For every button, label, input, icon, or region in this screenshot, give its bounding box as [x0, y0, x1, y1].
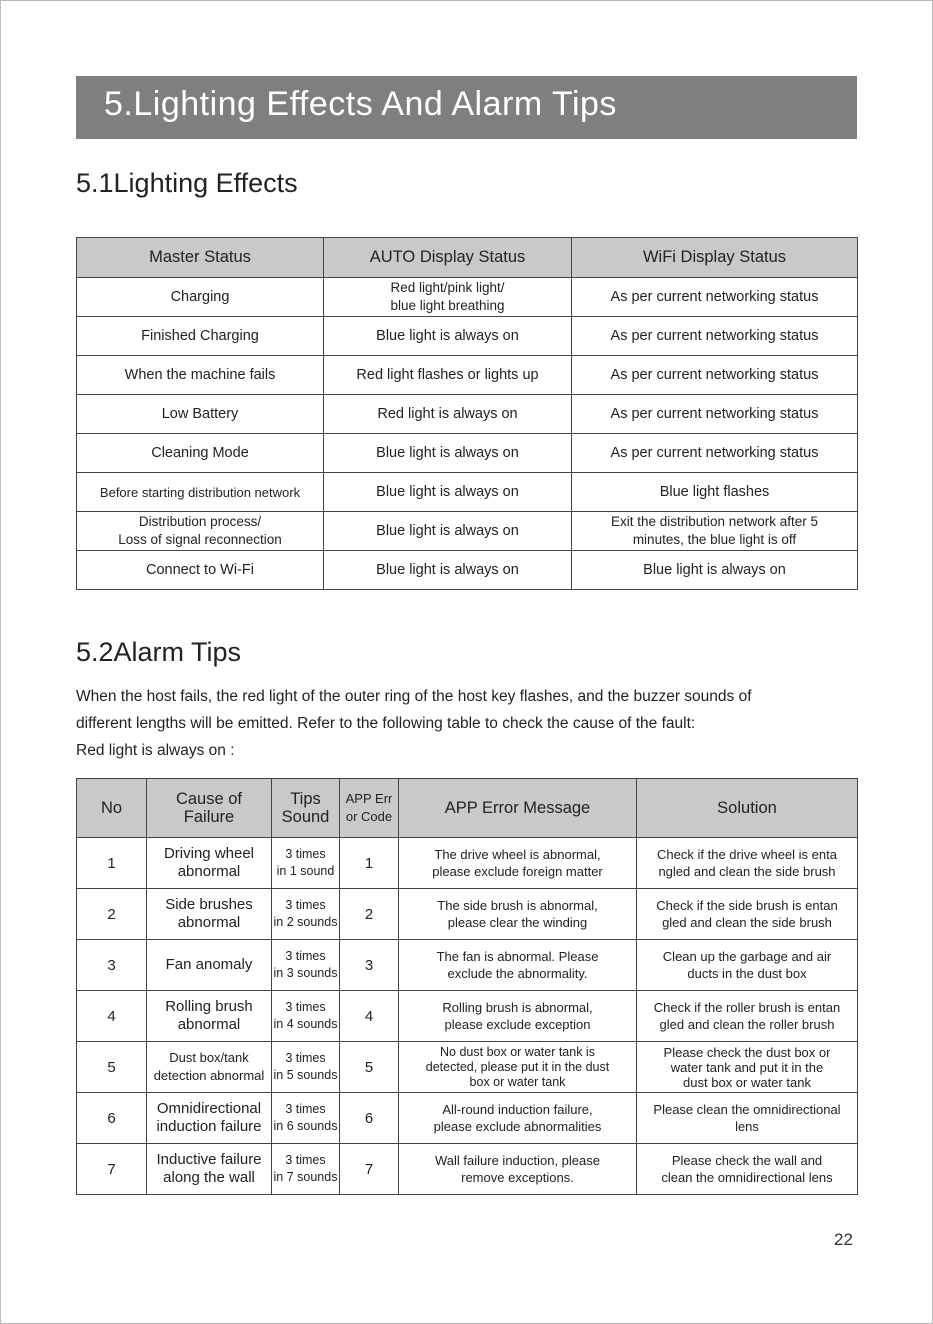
row-number: 2	[77, 889, 147, 940]
wifi-status-cell: Blue light is always on	[572, 551, 858, 590]
cause-cell: Fan anomaly	[147, 940, 272, 991]
auto-status-cell: Blue light is always on	[324, 473, 572, 512]
error-message-cell	[399, 991, 637, 1042]
wifi-status-cell: As per current networking status	[572, 395, 858, 434]
error-code-cell: 7	[340, 1144, 399, 1195]
cell-line: please exclude exception	[444, 1017, 591, 1032]
lighting-effects-table	[76, 237, 858, 590]
cell-line: blue light breathing	[390, 298, 505, 313]
solution-cell	[637, 889, 858, 940]
cell-line: exclude the abnormality.	[447, 966, 588, 981]
wifi-status-cell	[572, 512, 858, 551]
error-code-cell: 4	[340, 991, 399, 1042]
master-status-cell: Cleaning Mode	[77, 434, 324, 473]
table-row	[77, 278, 858, 317]
row-number: 4	[77, 991, 147, 1042]
cell-line: Inductive failure	[156, 1151, 262, 1168]
cause-cell	[147, 1093, 272, 1144]
tips-cell	[272, 1042, 340, 1093]
cell-line: in 2 sounds	[273, 915, 338, 929]
cause-cell	[147, 889, 272, 940]
cell-line: Rolling brush	[165, 998, 253, 1015]
auto-status-cell: Blue light is always on	[324, 317, 572, 356]
cell-line: Failure	[183, 808, 235, 826]
chapter-title: 5.Lighting Effects And Alarm Tips	[104, 85, 617, 123]
cell-line: No dust box or water tank is	[440, 1044, 595, 1059]
cell-line: 3 times	[285, 949, 326, 963]
table-row	[77, 512, 858, 551]
cell-line: remove exceptions.	[461, 1170, 574, 1185]
cell-line: please exclude foreign matter	[432, 864, 603, 879]
cell-line: abnormal	[177, 914, 241, 931]
header-cause	[147, 779, 272, 838]
header-no: No	[77, 779, 147, 838]
table-row	[77, 395, 858, 434]
cell-line: 3 times	[285, 847, 326, 861]
cell-line: in 4 sounds	[273, 1017, 338, 1031]
cell-line: box or water tank	[469, 1074, 566, 1089]
master-status-cell: When the machine fails	[77, 356, 324, 395]
table-row	[77, 1042, 858, 1093]
alarm-tips-table	[76, 778, 858, 1195]
cell-line: ngled and clean the side brush	[658, 864, 836, 879]
cell-line: Red light/pink light/	[390, 280, 505, 295]
cell-line: abnormal	[177, 863, 241, 880]
cell-line: 3 times	[285, 898, 326, 912]
master-status-cell: Before starting distribution network	[77, 473, 324, 512]
cell-line: Driving wheel	[163, 845, 255, 862]
cell-line: Check if the roller brush is entan	[653, 1000, 841, 1015]
cell-line: abnormal	[177, 1016, 241, 1033]
auto-status-cell: Blue light is always on	[324, 434, 572, 473]
error-message-cell	[399, 1042, 637, 1093]
master-status-cell: Low Battery	[77, 395, 324, 434]
auto-status-cell: Blue light is always on	[324, 551, 572, 590]
lighting-section-title: 5.1Lighting Effects	[76, 168, 298, 198]
header-tips-sound	[272, 779, 340, 838]
tips-cell	[272, 1093, 340, 1144]
table-row	[77, 1093, 858, 1144]
cell-line: gled and clean the side brush	[662, 915, 832, 930]
cell-line: Cause of	[175, 790, 243, 808]
cell-line: The drive wheel is abnormal,	[434, 847, 601, 862]
tips-cell	[272, 889, 340, 940]
master-status-cell: Charging	[77, 278, 324, 317]
error-message-cell	[399, 838, 637, 889]
tips-cell	[272, 1144, 340, 1195]
error-code-cell: 5	[340, 1042, 399, 1093]
wifi-status-cell: Blue light flashes	[572, 473, 858, 512]
cell-line: ducts in the dust box	[687, 966, 807, 981]
cell-line: in 3 sounds	[273, 966, 338, 980]
cell-line: Clean up the garbage and air	[662, 949, 832, 964]
cell-line: water tank and put it in the	[670, 1059, 824, 1075]
solution-cell	[637, 1144, 858, 1195]
page-number: 22	[834, 1230, 853, 1249]
row-number: 5	[77, 1042, 147, 1093]
error-message-cell	[399, 1093, 637, 1144]
solution-cell	[637, 1042, 858, 1093]
cell-line: Wall failure induction, please	[435, 1153, 600, 1168]
cell-line: induction failure	[156, 1118, 262, 1135]
cell-line: 3 times	[285, 1102, 326, 1116]
table-row	[77, 991, 858, 1042]
table-row	[77, 889, 858, 940]
table-header-row	[77, 238, 858, 278]
cell-line: Please check the dust box or	[663, 1044, 831, 1060]
master-status-cell: Connect to Wi-Fi	[77, 551, 324, 590]
header-wifi-display-status: WiFi Display Status	[572, 238, 858, 278]
table-row	[77, 1144, 858, 1195]
cell-line: in 1 sound	[276, 864, 335, 878]
header-error-code	[340, 779, 399, 838]
cell-line: APP Err	[345, 791, 393, 806]
cell-line: or Code	[345, 809, 393, 824]
cell-line: Dust box/tank	[169, 1050, 249, 1065]
header-auto-display-status: AUTO Display Status	[324, 238, 572, 278]
master-status-cell: Finished Charging	[77, 317, 324, 356]
solution-cell	[637, 1093, 858, 1144]
cell-line: Loss of signal reconnection	[118, 532, 282, 547]
tips-cell	[272, 838, 340, 889]
cause-cell	[147, 1144, 272, 1195]
cell-line: The fan is abnormal. Please	[436, 949, 599, 964]
cell-line: Check if the drive wheel is enta	[657, 847, 837, 862]
error-message-cell	[399, 889, 637, 940]
cell-line: 3 times	[285, 1000, 326, 1014]
description-line: different lengths will be emitted. Refer to the following table to check the cause of the fault:	[76, 715, 696, 732]
cell-line: Check if the side brush is entan	[656, 898, 838, 913]
table-row	[77, 940, 858, 991]
wifi-status-cell: As per current networking status	[572, 317, 858, 356]
table-row	[77, 473, 858, 512]
cell-line: Please check the wall and	[671, 1153, 823, 1168]
cell-line: 3 times	[285, 1051, 326, 1065]
row-number: 6	[77, 1093, 147, 1144]
cell-line: Distribution process/	[138, 514, 262, 529]
cell-line: minutes, the blue light is off	[632, 532, 797, 547]
table-row	[77, 434, 858, 473]
header-error-message: APP Error Message	[399, 779, 637, 838]
cell-line: detected, please put it in the dust	[425, 1059, 610, 1074]
row-number: 1	[77, 838, 147, 889]
cell-line: detection abnormal	[153, 1068, 265, 1083]
auto-status-cell: Red light flashes or lights up	[324, 356, 572, 395]
wifi-status-cell: As per current networking status	[572, 434, 858, 473]
auto-status-cell: Blue light is always on	[324, 512, 572, 551]
header-master-status: Master Status	[77, 238, 324, 278]
cell-line: in 5 sounds	[273, 1068, 338, 1082]
tips-cell	[272, 991, 340, 1042]
cell-line: 3 times	[285, 1153, 326, 1167]
cell-line: in 7 sounds	[273, 1170, 338, 1184]
cause-cell	[147, 991, 272, 1042]
cell-line: lens	[735, 1119, 759, 1134]
error-code-cell: 6	[340, 1093, 399, 1144]
cell-line: Sound	[281, 808, 330, 826]
cell-line: along the wall	[163, 1169, 255, 1186]
error-code-cell: 1	[340, 838, 399, 889]
cell-line: Side brushes	[165, 896, 253, 913]
solution-cell	[637, 940, 858, 991]
description-line: When the host fails, the red light of the outer ring of the host key flashes, and the buzzer sounds of	[76, 688, 752, 705]
alarm-description	[76, 683, 857, 764]
cell-line: The side brush is abnormal,	[437, 898, 598, 913]
header-solution: Solution	[637, 779, 858, 838]
error-code-cell: 2	[340, 889, 399, 940]
cell-line: dust box or water tank	[683, 1074, 811, 1090]
cell-line: in 6 sounds	[273, 1119, 338, 1133]
row-number: 7	[77, 1144, 147, 1195]
wifi-status-cell: As per current networking status	[572, 278, 858, 317]
cell-line: Omnidirectional	[156, 1100, 262, 1117]
table-header-row	[77, 779, 858, 838]
cell-line: Exit the distribution network after 5	[610, 514, 819, 529]
solution-cell	[637, 838, 858, 889]
description-line: Red light is always on :	[76, 742, 235, 759]
cell-line: gled and clean the roller brush	[659, 1017, 835, 1032]
error-message-cell	[399, 940, 637, 991]
tips-cell	[272, 940, 340, 991]
cell-line: please exclude abnormalities	[433, 1119, 602, 1134]
table-row	[77, 356, 858, 395]
row-number: 3	[77, 940, 147, 991]
error-message-cell	[399, 1144, 637, 1195]
error-code-cell: 3	[340, 940, 399, 991]
cell-line: please clear the winding	[447, 915, 588, 930]
auto-status-cell	[324, 278, 572, 317]
master-status-cell	[77, 512, 324, 551]
solution-cell	[637, 991, 858, 1042]
chapter-banner	[76, 76, 857, 139]
auto-status-cell: Red light is always on	[324, 395, 572, 434]
table-row	[77, 838, 858, 889]
wifi-status-cell: As per current networking status	[572, 356, 858, 395]
cell-line: All-round induction failure,	[442, 1102, 593, 1117]
cell-line: Please clean the omnidirectional	[653, 1102, 841, 1117]
cell-line: Rolling brush is abnormal,	[442, 1000, 593, 1015]
alarm-section-title: 5.2Alarm Tips	[76, 637, 242, 667]
table-row	[77, 317, 858, 356]
table-row	[77, 551, 858, 590]
cause-cell	[147, 1042, 272, 1093]
cell-line: Tips	[290, 790, 321, 808]
cause-cell	[147, 838, 272, 889]
cell-line: clean the omnidirectional lens	[661, 1170, 833, 1185]
